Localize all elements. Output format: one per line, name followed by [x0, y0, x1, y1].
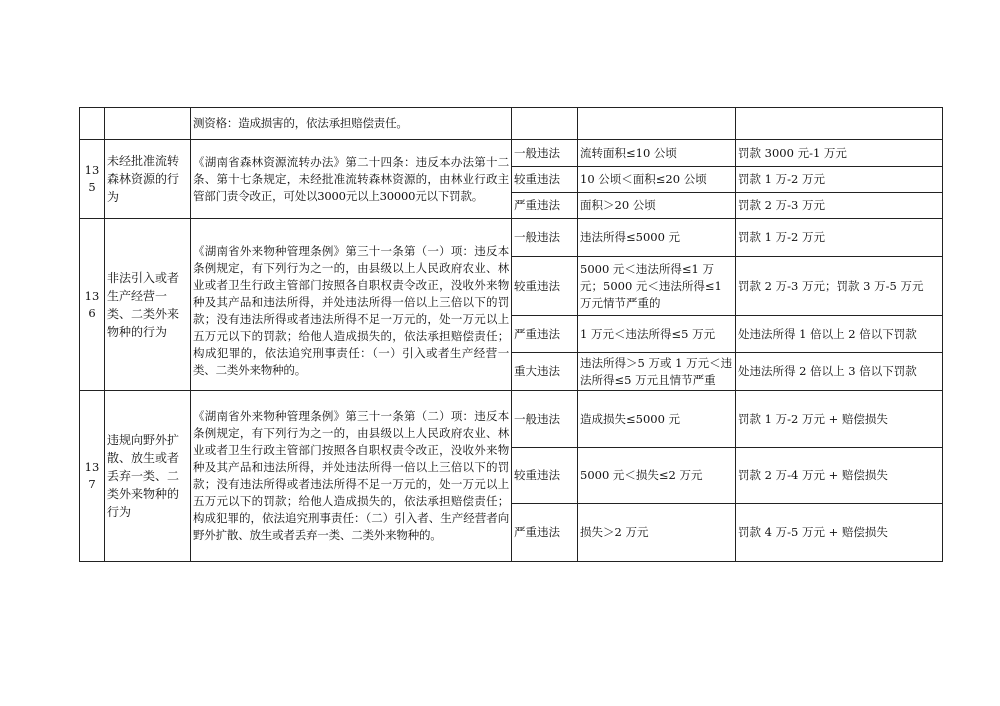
condition-cell: 5000 元＜违法所得≤1 万元；5000 元＜违法所得≤1 万元情节严重的	[578, 257, 736, 316]
penalty-cell: 罚款 2 万-4 万元 + 赔偿损失	[736, 448, 943, 504]
condition-cell: 面积＞20 公顷	[578, 193, 736, 219]
condition-cell	[578, 108, 736, 140]
degree-cell: 严重违法	[512, 504, 578, 562]
item-number: 136	[80, 219, 105, 391]
condition-cell: 违法所得≤5000 元	[578, 219, 736, 257]
degree-cell: 较重违法	[512, 257, 578, 316]
condition-cell: 1 万元＜违法所得≤5 万元	[578, 316, 736, 353]
legal-basis: 《湖南省森林资源流转办法》第二十四条：违反本办法第十二条、第十七条规定，未经批准流转森林资源的，由林业行政主管部门责令改正，可处以3000元以上30000元以下罚款。	[191, 140, 512, 219]
degree-cell: 一般违法	[512, 391, 578, 448]
penalty-cell: 处违法所得 1 倍以上 2 倍以下罚款	[736, 316, 943, 353]
degree-cell: 重大违法	[512, 353, 578, 391]
degree-cell: 较重违法	[512, 167, 578, 193]
degree-cell: 一般违法	[512, 140, 578, 167]
violation-name: 违规向野外扩散、放生或者丢弃一类、二类外来物种的行为	[105, 391, 191, 562]
penalty-cell: 罚款 1 万-2 万元	[736, 167, 943, 193]
penalty-cell: 罚款 1 万-2 万元 + 赔偿损失	[736, 391, 943, 448]
degree-cell: 严重违法	[512, 193, 578, 219]
penalty-standards-table	[79, 107, 943, 562]
penalty-cell: 罚款 2 万-3 万元	[736, 193, 943, 219]
table-row	[80, 140, 943, 167]
number-cell	[80, 108, 105, 140]
violation-name: 非法引入或者生产经营一类、二类外来物种的行为	[105, 219, 191, 391]
table-row	[80, 391, 943, 448]
degree-cell: 较重违法	[512, 448, 578, 504]
penalty-cell: 罚款 3000 元-1 万元	[736, 140, 943, 167]
violation-name: 未经批准流转森林资源的行为	[105, 140, 191, 219]
penalty-cell: 罚款 1 万-2 万元	[736, 219, 943, 257]
penalty-cell: 处违法所得 2 倍以上 3 倍以下罚款	[736, 353, 943, 391]
condition-cell: 造成损失≤5000 元	[578, 391, 736, 448]
basis-cell: 测资格：造成损害的，依法承担赔偿责任。	[191, 108, 512, 140]
item-number: 137	[80, 391, 105, 562]
condition-cell: 5000 元＜损失≤2 万元	[578, 448, 736, 504]
degree-cell	[512, 108, 578, 140]
degree-cell: 一般违法	[512, 219, 578, 257]
item-number: 135	[80, 140, 105, 219]
name-cell	[105, 108, 191, 140]
table-row	[80, 108, 943, 140]
table-row	[80, 219, 943, 257]
penalty-cell: 罚款 2 万-3 万元；罚款 3 万-5 万元	[736, 257, 943, 316]
condition-cell: 损失＞2 万元	[578, 504, 736, 562]
penalty-cell: 罚款 4 万-5 万元 + 赔偿损失	[736, 504, 943, 562]
legal-basis: 《湖南省外来物种管理条例》第三十一条第（二）项：违反本条例规定，有下列行为之一的，由县级以上人民政府农业、林业或者卫生行政主管部门按照各自职权责令改正，没收外来物种及其产品和违法所得，并处违法所得一倍以上三倍以下的罚款；没有违法所得或者违法所得不足一万元的，处一万元以上五万元以下的罚款；给他人造成损失的，依法承担赔偿责任；构成犯罪的，依法追究刑事责任：（二）引入者、生产经营者向野外扩散、放生或者丢弃一类、二类外来物种的。	[191, 391, 512, 562]
condition-cell: 违法所得＞5 万或 1 万元＜违法所得≤5 万元且情节严重	[578, 353, 736, 391]
condition-cell: 10 公顷＜面积≤20 公顷	[578, 167, 736, 193]
degree-cell: 严重违法	[512, 316, 578, 353]
legal-basis: 《湖南省外来物种管理条例》第三十一条第（一）项：违反本条例规定，有下列行为之一的，由县级以上人民政府农业、林业或者卫生行政主管部门按照各自职权责令改正，没收外来物种及其产品和违法所得，并处违法所得一倍以上三倍以下的罚款；没有违法所得或者违法所得不足一万元的，处一万元以上五万元以下的罚款；给他人造成损失的，依法承担赔偿责任；构成犯罪的，依法追究刑事责任：（一）引入或者生产经营一类、二类外来物种的。	[191, 219, 512, 391]
penalty-cell	[736, 108, 943, 140]
condition-cell: 流转面积≤10 公顷	[578, 140, 736, 167]
